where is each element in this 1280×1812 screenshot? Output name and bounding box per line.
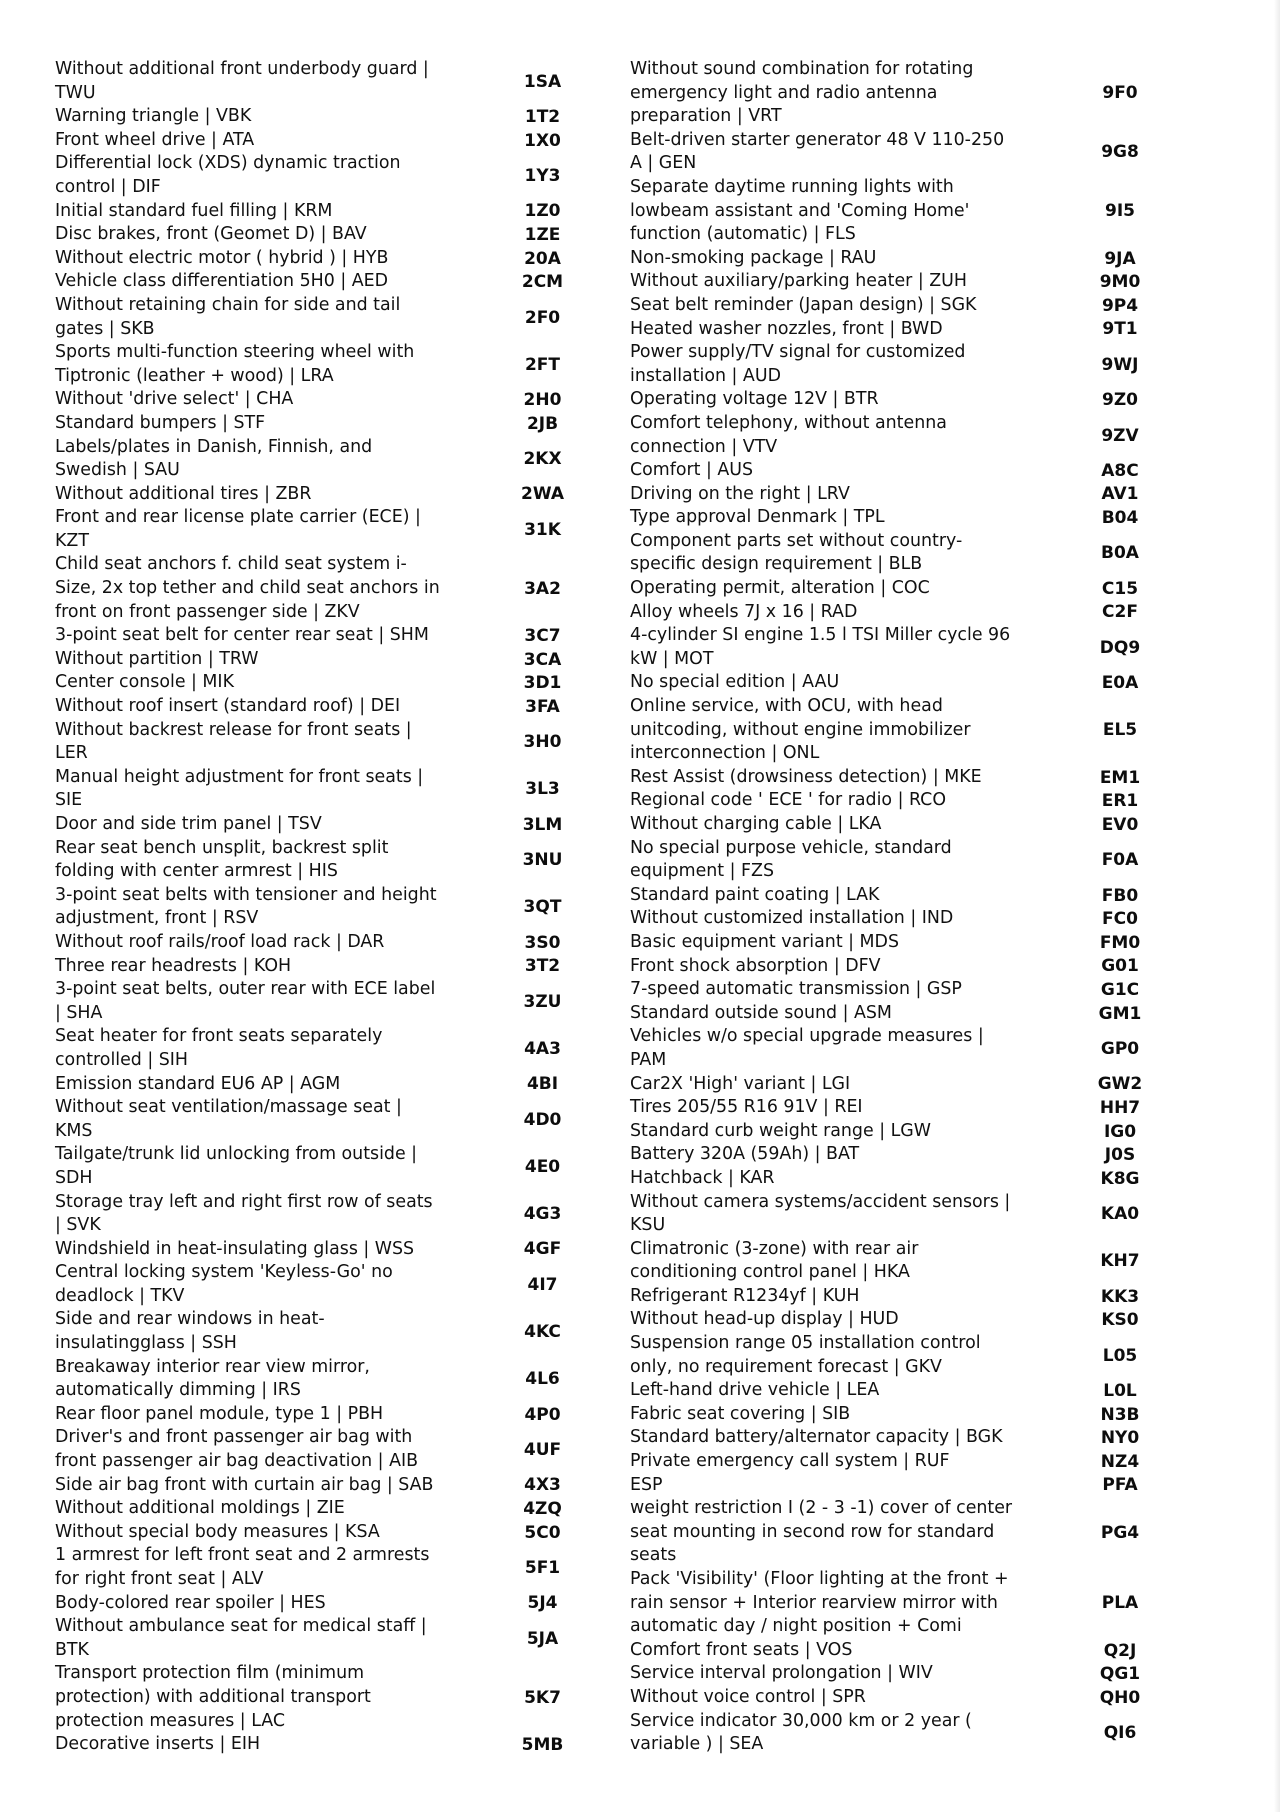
equipment-row: [630, 789, 1190, 813]
equipment-description: Without 'drive select' | CHA: [55, 389, 294, 410]
equipment-row: [55, 1238, 610, 1262]
equipment-code: 4KC: [524, 1322, 561, 1343]
equipment-code: 4A3: [524, 1038, 561, 1059]
equipment-description: Disc brakes, front (Geomet D) | BAV: [55, 224, 367, 245]
equipment-code: 2FT: [524, 354, 561, 375]
equipment-description: Comfort | AUS: [630, 460, 754, 481]
equipment-description: Without backrest release for front seats | LER: [55, 719, 412, 764]
equipment-code: 9WJ: [1101, 354, 1139, 375]
equipment-row: [55, 1426, 610, 1473]
equipment-row: [55, 837, 610, 884]
equipment-code: 9Z0: [1102, 390, 1138, 411]
equipment-description: Battery 320A (59Ah) | BAT: [630, 1144, 860, 1165]
equipment-code: L05: [1102, 1345, 1138, 1366]
equipment-description: Storage tray left and right first row of seats | SVK: [55, 1191, 433, 1236]
equipment-row: [630, 577, 1190, 601]
equipment-code: EV0: [1101, 814, 1139, 835]
equipment-code: 2H0: [523, 390, 562, 411]
equipment-row: [630, 931, 1190, 955]
equipment-description: Without retaining chain for side and tail gates | SKB: [55, 294, 401, 339]
equipment-description: Tires 205/55 R16 91V | REI: [630, 1097, 863, 1118]
equipment-row: [630, 1568, 1190, 1639]
equipment-code: 5MB: [521, 1734, 564, 1755]
equipment-code: 9JA: [1104, 248, 1136, 269]
equipment-code: 3ZU: [523, 991, 562, 1012]
equipment-row: [630, 1710, 1190, 1757]
equipment-row: [630, 1191, 1190, 1238]
equipment-description: Front shock absorption | DFV: [630, 955, 881, 976]
equipment-description: Suspension range 05 installation control only, no requirement forecast | GKV: [630, 1333, 981, 1377]
equipment-description: Vehicle class differentiation 5H0 | AED: [55, 271, 389, 292]
equipment-row: [55, 129, 610, 153]
equipment-row: [55, 1191, 610, 1238]
equipment-code: AV1: [1101, 484, 1139, 505]
equipment-code: J0S: [1104, 1145, 1136, 1166]
equipment-row: [630, 1120, 1190, 1144]
equipment-code: 4I7: [527, 1274, 558, 1295]
equipment-code: G1C: [1100, 979, 1140, 1000]
equipment-description: Service indicator 30,000 km or 2 year ( variable ) | SEA: [630, 1710, 972, 1755]
equipment-code: 1Y3: [524, 165, 561, 186]
equipment-code: L0L: [1103, 1381, 1137, 1402]
equipment-row: [55, 200, 610, 224]
equipment-code: FB0: [1101, 885, 1139, 906]
equipment-row: [55, 1497, 610, 1521]
equipment-code: PLA: [1101, 1593, 1139, 1614]
equipment-code: 9M0: [1099, 272, 1141, 293]
equipment-code: 4X3: [524, 1475, 561, 1496]
equipment-description: Alloy wheels 7J x 16 | RAD: [630, 601, 858, 622]
equipment-row: [55, 1403, 610, 1427]
equipment-row: [55, 223, 610, 247]
equipment-row: [630, 506, 1190, 530]
equipment-code: 9ZV: [1101, 425, 1139, 446]
equipment-row: [55, 719, 610, 766]
equipment-code: 4BI: [526, 1074, 559, 1095]
equipment-description: Central locking system 'Keyless-Go' no deadlock | TKV: [55, 1262, 393, 1306]
equipment-row: [630, 955, 1190, 979]
equipment-row: [630, 907, 1190, 931]
equipment-code: 9F0: [1102, 83, 1138, 104]
equipment-code: EM1: [1099, 767, 1141, 788]
equipment-code: Q2J: [1103, 1640, 1137, 1661]
equipment-code: KA0: [1100, 1204, 1140, 1225]
equipment-row: [630, 1686, 1190, 1710]
equipment-row: [630, 341, 1190, 388]
equipment-row: [55, 1521, 610, 1545]
equipment-row: [630, 1639, 1190, 1663]
equipment-row: [55, 506, 610, 553]
equipment-code: NZ4: [1100, 1451, 1140, 1472]
equipment-row: [630, 601, 1190, 625]
equipment-description: Pack 'Visibility' (Floor lighting at the front + rain sensor + Interior rearview mirror with automatic day / night position + Comi: [630, 1569, 1009, 1637]
equipment-row: [55, 270, 610, 294]
equipment-code: PFA: [1102, 1475, 1138, 1496]
right-equipment-column: [630, 58, 1190, 1757]
equipment-row: [55, 1073, 610, 1097]
equipment-row: [55, 247, 610, 271]
equipment-code: QH0: [1099, 1687, 1141, 1708]
equipment-description: Comfort telephony, without antenna connection | VTV: [630, 412, 947, 457]
equipment-description: Without auxiliary/parking heater | ZUH: [630, 271, 967, 292]
equipment-code: 2JB: [526, 413, 559, 434]
equipment-description: Child seat anchors f. child seat system i- Size, 2x top tether and child seat anchors in front on front passenger side | ZKV: [55, 554, 440, 622]
equipment-row: [55, 1096, 610, 1143]
equipment-row: [630, 1474, 1190, 1498]
equipment-code: 3CA: [523, 649, 562, 670]
equipment-row: [630, 247, 1190, 271]
equipment-row: [630, 459, 1190, 483]
equipment-code: QG1: [1099, 1664, 1141, 1685]
equipment-code: QI6: [1103, 1723, 1137, 1744]
equipment-description: Side and rear windows in heat- insulatingglass | SSH: [55, 1309, 325, 1354]
equipment-code: KS0: [1101, 1310, 1139, 1331]
equipment-code: 3H0: [523, 732, 562, 753]
equipment-description: Without voice control | SPR: [630, 1686, 866, 1707]
equipment-row: [55, 1544, 610, 1591]
equipment-description: Initial standard fuel filling | KRM: [55, 200, 333, 221]
equipment-description: Center console | MIK: [55, 672, 234, 693]
equipment-description: Without roof rails/roof load rack | DAR: [55, 931, 385, 952]
equipment-row: [55, 1474, 610, 1498]
equipment-description: Comfort front seats | VOS: [630, 1639, 853, 1660]
equipment-code: F0A: [1101, 850, 1139, 871]
equipment-description: Without special body measures | KSA: [55, 1521, 380, 1542]
equipment-row: [630, 1379, 1190, 1403]
equipment-code: 4E0: [524, 1156, 561, 1177]
equipment-code: 5F1: [524, 1558, 561, 1578]
equipment-description: Without head-up display | HUD: [630, 1309, 899, 1330]
equipment-description: Car2X 'High' variant | LGI: [630, 1073, 851, 1094]
equipment-code: 3LM: [522, 814, 563, 835]
equipment-description: ESP: [630, 1474, 663, 1495]
equipment-description: Three rear headrests | KOH: [55, 955, 292, 976]
equipment-description: Belt-driven starter generator 48 V 110-250 A | GEN: [630, 129, 1005, 174]
equipment-code: 3L3: [525, 779, 560, 800]
equipment-description: Rest Assist (drowsiness detection) | MKE: [630, 766, 982, 787]
equipment-code: 1Z0: [524, 201, 561, 222]
equipment-code: 4ZQ: [523, 1499, 562, 1520]
equipment-description: Non-smoking package | RAU: [630, 247, 877, 268]
equipment-row: [55, 1025, 610, 1072]
equipment-code: 3A2: [524, 578, 561, 599]
equipment-row: [630, 978, 1190, 1002]
equipment-row: [630, 129, 1190, 176]
equipment-code: C15: [1101, 578, 1139, 599]
equipment-code: A8C: [1101, 460, 1139, 481]
equipment-description: Operating voltage 12V | BTR: [630, 389, 879, 410]
equipment-row: [630, 1025, 1190, 1072]
equipment-description: Heated washer nozzles, front | BWD: [630, 318, 943, 339]
equipment-code: 4UF: [523, 1440, 562, 1461]
equipment-row: [630, 176, 1190, 247]
equipment-code: 3FA: [525, 696, 560, 717]
equipment-row: [55, 436, 610, 483]
equipment-row: [630, 884, 1190, 908]
equipment-code: KK3: [1100, 1286, 1140, 1307]
equipment-code: 3D1: [523, 673, 562, 694]
equipment-code: 1ZE: [524, 224, 561, 245]
equipment-code: 9T1: [1102, 319, 1138, 340]
equipment-description: Differential lock (XDS) dynamic traction control | DIF: [55, 153, 401, 197]
equipment-row: [630, 766, 1190, 790]
equipment-row: [630, 1450, 1190, 1474]
equipment-description: 3-point seat belts with tensioner and height adjustment, front | RSV: [55, 884, 437, 929]
equipment-description: Without additional moldings | ZIE: [55, 1498, 345, 1519]
equipment-code: 4G3: [523, 1204, 562, 1225]
equipment-code: 9P4: [1101, 295, 1139, 316]
equipment-description: Seat heater for front seats separately controlled | SIH: [55, 1026, 383, 1070]
equipment-code: 2KX: [523, 449, 562, 470]
equipment-code: ER1: [1101, 791, 1139, 812]
equipment-description: Transport protection film (minimum protection) with additional transport protection measures | LAC: [55, 1663, 371, 1731]
equipment-code: N3B: [1100, 1404, 1140, 1425]
equipment-code: G01: [1101, 956, 1139, 977]
equipment-description: 3-point seat belts, outer rear with ECE label | SHA: [55, 979, 436, 1023]
equipment-row: [630, 270, 1190, 294]
equipment-code: GM1: [1098, 1003, 1142, 1024]
equipment-code: 4D0: [523, 1109, 562, 1130]
equipment-row: [55, 105, 610, 129]
equipment-description: No special purpose vehicle, standard equipment | FZS: [630, 837, 952, 882]
equipment-code: 4GF: [523, 1239, 562, 1260]
equipment-description: Warning triangle | VBK: [55, 106, 252, 127]
equipment-code: 5J4: [527, 1593, 558, 1614]
equipment-row: [55, 1733, 610, 1757]
equipment-row: [630, 624, 1190, 671]
equipment-code: KH7: [1100, 1251, 1140, 1272]
equipment-row: [55, 1592, 610, 1616]
equipment-row: [55, 483, 610, 507]
equipment-description: Tailgate/trunk lid unlocking from outside | SDH: [55, 1144, 418, 1188]
left-equipment-column: [55, 58, 610, 1757]
equipment-code: 1T2: [524, 106, 561, 127]
equipment-description: Online service, with OCU, with head unitcoding, without engine immobilizer interconnection | ONL: [630, 696, 971, 764]
equipment-code: 4P0: [524, 1404, 561, 1425]
equipment-description: Power supply/TV signal for customized installation | AUD: [630, 342, 966, 386]
equipment-description: Without charging cable | LKA: [630, 814, 882, 834]
equipment-description: Breakaway interior rear view mirror, automatically dimming | IRS: [55, 1356, 370, 1401]
equipment-code: FC0: [1102, 909, 1138, 930]
equipment-code: GP0: [1100, 1038, 1140, 1059]
equipment-code: 31K: [524, 519, 561, 540]
equipment-description: Front wheel drive | ATA: [55, 129, 255, 150]
equipment-code: HH7: [1099, 1097, 1141, 1118]
equipment-row: [630, 318, 1190, 342]
equipment-row: [630, 294, 1190, 318]
equipment-row: [630, 412, 1190, 459]
equipment-row: [55, 294, 610, 341]
equipment-description: Decorative inserts | EIH: [55, 1734, 261, 1755]
equipment-row: [55, 955, 610, 979]
equipment-description: Component parts set without country- specific design requirement | BLB: [630, 530, 963, 575]
equipment-description: Without additional front underbody guard | TWU: [55, 59, 429, 103]
equipment-code: 3T2: [524, 956, 561, 977]
equipment-description: Vehicles w/o special upgrade measures | PAM: [630, 1026, 984, 1070]
equipment-row: [630, 1002, 1190, 1026]
equipment-description: Side air bag front with curtain air bag | SAB: [55, 1474, 434, 1495]
equipment-description: Separate daytime running lights with lowbeam assistant and 'Coming Home' function (automatic) | FLS: [630, 176, 970, 245]
equipment-row: [55, 884, 610, 931]
equipment-description: Windshield in heat-insulating glass | WSS: [55, 1238, 415, 1259]
equipment-description: Standard bumpers | STF: [55, 412, 266, 433]
equipment-description: 1 armrest for left front seat and 2 armrests for right front seat | ALV: [55, 1545, 430, 1589]
equipment-row: [55, 58, 610, 105]
equipment-description: Regional code ' ECE ' for radio | RCO: [630, 790, 947, 811]
equipment-code: 5C0: [524, 1522, 561, 1543]
equipment-row: [55, 1143, 610, 1190]
equipment-code: B0A: [1101, 543, 1139, 564]
equipment-description: Left-hand drive vehicle | LEA: [630, 1380, 880, 1401]
equipment-description: Labels/plates in Danish, Finnish, and Swedish | SAU: [55, 436, 373, 481]
equipment-row: [630, 388, 1190, 412]
equipment-description: Fabric seat covering | SIB: [630, 1403, 851, 1424]
equipment-row: [630, 1167, 1190, 1191]
equipment-row: [55, 388, 610, 412]
equipment-description: Front and rear license plate carrier (ECE) | KZT: [55, 507, 421, 551]
equipment-description: Driver's and front passenger air bag with front passenger air bag deactivation | AIB: [55, 1427, 419, 1472]
equipment-row: [630, 1332, 1190, 1379]
equipment-code: E0A: [1101, 673, 1139, 694]
equipment-description: Seat belt reminder (Japan design) | SGK: [630, 294, 977, 315]
equipment-row: [630, 1285, 1190, 1309]
equipment-row: [630, 1403, 1190, 1427]
equipment-row: [630, 813, 1190, 837]
equipment-row: [55, 813, 610, 837]
equipment-description: Without customized installation | IND: [630, 908, 954, 929]
equipment-description: Type approval Denmark | TPL: [630, 507, 885, 528]
equipment-description: Hatchback | KAR: [630, 1167, 775, 1188]
equipment-code: 1SA: [523, 71, 562, 92]
equipment-description: Without roof insert (standard roof) | DEI: [55, 696, 401, 717]
equipment-description: Without additional tires | ZBR: [55, 483, 312, 504]
equipment-code: DQ9: [1099, 637, 1141, 658]
equipment-description: Body-colored rear spoiler | HES: [55, 1592, 326, 1613]
equipment-row: [55, 978, 610, 1025]
equipment-code: B04: [1101, 508, 1139, 529]
equipment-code: PG4: [1100, 1522, 1140, 1543]
equipment-code: 3S0: [524, 932, 561, 953]
equipment-row: [55, 766, 610, 813]
equipment-row: [630, 695, 1190, 766]
equipment-row: [630, 837, 1190, 884]
equipment-code: C2F: [1102, 602, 1138, 623]
equipment-row: [630, 483, 1190, 507]
equipment-description: Operating permit, alteration | COC: [630, 578, 930, 599]
equipment-description: 4-cylinder SI engine 1.5 l TSI Miller cycle 96 kW | MOT: [630, 625, 1011, 669]
equipment-row: [55, 624, 610, 648]
equipment-code: 9G8: [1101, 142, 1139, 163]
equipment-code: 4L6: [525, 1369, 560, 1390]
equipment-description: Emission standard EU6 AP | AGM: [55, 1073, 341, 1094]
equipment-code: IG0: [1103, 1121, 1137, 1142]
equipment-row: [55, 648, 610, 672]
equipment-description: Without electric motor ( hybrid ) | HYB: [55, 247, 389, 268]
equipment-description: Climatronic (3-zone) with rear air conditioning control panel | HKA: [630, 1238, 919, 1283]
equipment-code: 9I5: [1105, 201, 1135, 222]
equipment-row: [55, 671, 610, 695]
equipment-row: [55, 412, 610, 436]
equipment-description: Without partition | TRW: [55, 648, 259, 669]
equipment-row: [55, 553, 610, 624]
equipment-description: Without sound combination for rotating emergency light and radio antenna preparation | VRT: [630, 59, 974, 127]
equipment-code: 2F0: [524, 307, 561, 328]
equipment-row: [630, 530, 1190, 577]
page-edge-shadow: [1274, 0, 1280, 1812]
equipment-code: K8G: [1100, 1168, 1140, 1189]
equipment-row: [630, 1426, 1190, 1450]
equipment-code: 20A: [524, 248, 561, 269]
equipment-description: No special edition | AAU: [630, 672, 840, 693]
equipment-code: 2CM: [521, 272, 564, 293]
equipment-row: [630, 58, 1190, 129]
equipment-row: [55, 1261, 610, 1308]
equipment-row: [630, 671, 1190, 695]
equipment-code: 3QT: [523, 897, 562, 918]
equipment-description: Door and side trim panel | TSV: [55, 814, 322, 834]
equipment-row: [55, 1356, 610, 1403]
equipment-row: [55, 695, 610, 719]
equipment-description: Rear floor panel module, type 1 | PBH: [55, 1403, 384, 1424]
equipment-description: Without ambulance seat for medical staff | BTK: [55, 1616, 427, 1660]
equipment-row: [630, 1308, 1190, 1332]
equipment-description: 7-speed automatic transmission | GSP: [630, 979, 962, 1000]
equipment-code: 1X0: [524, 130, 561, 151]
equipment-description: Standard outside sound | ASM: [630, 1002, 892, 1023]
equipment-description: Standard paint coating | LAK: [630, 884, 880, 905]
equipment-description: Sports multi-function steering wheel with Tiptronic (leather + wood) | LRA: [55, 342, 415, 386]
equipment-description: Refrigerant R1234yf | KUH: [630, 1285, 860, 1306]
equipment-description: weight restriction I (2 - 3 -1) cover of center seat mounting in second row for standard seats: [630, 1498, 1013, 1566]
equipment-code: NY0: [1100, 1428, 1140, 1449]
equipment-row: [55, 931, 610, 955]
equipment-row: [55, 1308, 610, 1355]
equipment-row: [55, 341, 610, 388]
equipment-row: [55, 1615, 610, 1662]
equipment-description: Basic equipment variant | MDS: [630, 931, 899, 952]
equipment-code: EL5: [1102, 720, 1138, 741]
equipment-row: [630, 1073, 1190, 1097]
equipment-row: [630, 1497, 1190, 1568]
equipment-description: Standard battery/alternator capacity | BGK: [630, 1427, 1003, 1448]
equipment-code: FM0: [1099, 932, 1141, 953]
equipment-description: Service interval prolongation | WIV: [630, 1663, 933, 1684]
equipment-code: 5JA: [526, 1628, 559, 1649]
equipment-description: Rear seat bench unsplit, backrest split folding with center armrest | HIS: [55, 837, 389, 882]
equipment-description: Without seat ventilation/massage seat | KMS: [55, 1097, 402, 1141]
equipment-code: 2WA: [521, 484, 564, 505]
equipment-row: [630, 1662, 1190, 1686]
equipment-description: Without camera systems/accident sensors | KSU: [630, 1191, 1011, 1236]
equipment-row: [630, 1143, 1190, 1167]
equipment-row: [55, 1662, 610, 1733]
equipment-description: Manual height adjustment for front seats | SIE: [55, 766, 424, 811]
equipment-row: [630, 1238, 1190, 1285]
equipment-row: [630, 1096, 1190, 1120]
equipment-description: Standard curb weight range | LGW: [630, 1120, 931, 1141]
equipment-description: Driving on the right | LRV: [630, 483, 850, 504]
equipment-code: 5K7: [524, 1687, 561, 1708]
equipment-code: 3NU: [522, 850, 563, 871]
equipment-code: 3C7: [524, 626, 561, 647]
equipment-description: 3-point seat belt for center rear seat | SHM: [55, 625, 429, 646]
equipment-description: Private emergency call system | RUF: [630, 1451, 950, 1472]
equipment-code: GW2: [1097, 1074, 1143, 1095]
equipment-row: [55, 152, 610, 199]
